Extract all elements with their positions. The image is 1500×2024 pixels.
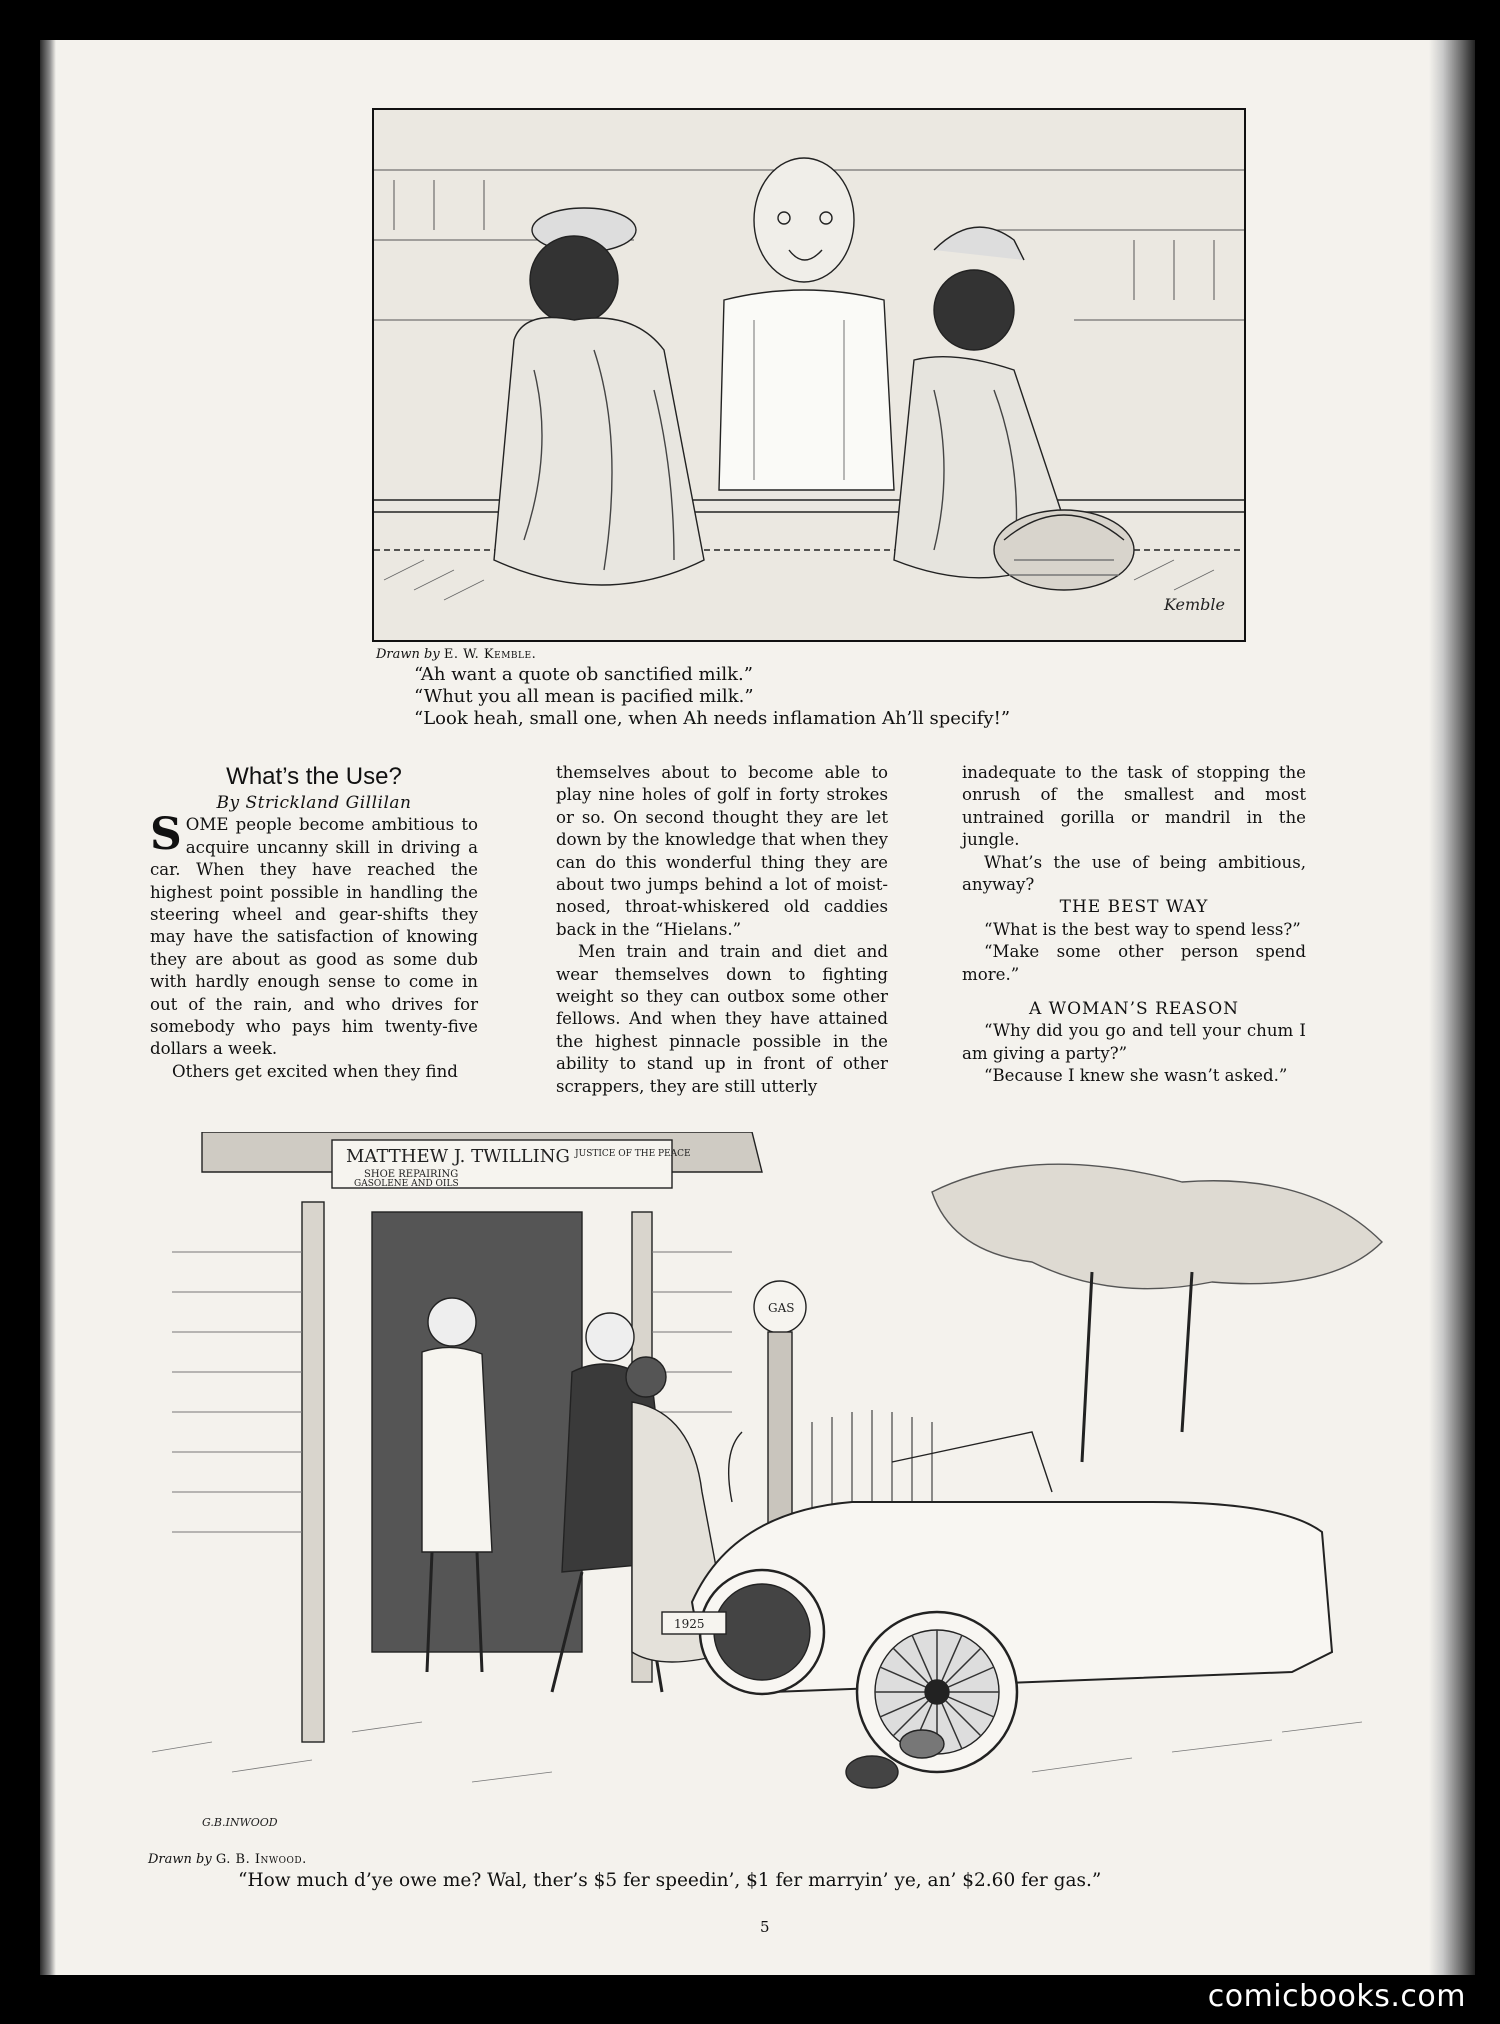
article-paragraph-1 (150, 809, 478, 1060)
credit-prefix: Drawn by (376, 647, 440, 662)
best-way-answer: “Make some other person spend more.” (962, 942, 1306, 984)
womans-reason-heading: A WOMAN’S REASON (1028, 999, 1240, 1020)
drop-cap: S (150, 809, 182, 861)
article-paragraph-2: Others get excited when they find (172, 1061, 458, 1081)
bottom-cartoon-drawing (132, 1132, 1422, 1842)
top-caption-line-1: “Ah want a quote ob sanctified milk.” (414, 664, 753, 685)
top-caption-line-3: “Look heah, small one, when Ah needs inflamation Ah’ll specify!” (414, 708, 1011, 729)
bottom-cartoon-caption: “How much d’ye owe me? Wal, ther’s $5 fer speedin’, $1 fer marryin’ ye, an’ $2.60 fer gas.” (238, 1870, 1102, 1891)
best-way-heading: THE BEST WAY (1059, 897, 1209, 918)
top-cartoon-credit (376, 647, 536, 662)
top-cartoon-drawing (374, 110, 1244, 640)
womans-reason-question: “Why did you go and tell your chum I am giving a party?” (962, 1021, 1306, 1063)
top-cartoon-illustration (372, 108, 1246, 642)
license-plate-text: 1925 (674, 1617, 705, 1631)
sign-subtitle-1: SHOE REPAIRING (364, 1169, 459, 1180)
credit-artist-name-2: G. B. Inwood. (215, 1852, 307, 1867)
bottom-cartoon-illustration (132, 1132, 1422, 1842)
article-paragraph-4: Men train and train and diet and wear themselves down to fighting weight so they can outbox some other fellows. And when they have attained the highest pinnacle possible in the ability to stand up in front of other scrappers, they are still utterly (556, 942, 888, 1096)
article-paragraph-3: themselves about to become able to play nine holes of golf in forty strokes or so. On second thought they are let down by the knowledge that when they can do this wonderful thing they are about two jumps behind a lot of moist-nosed, throat-whiskered old caddies back in the “Hielans.” (556, 763, 888, 939)
article-paragraph-5: inadequate to the task of stopping the onrush of the smallest and most untrained gorilla or mandril in the jungle. (962, 763, 1306, 850)
sign-subtitle-2: GASOLENE AND OILS (354, 1179, 459, 1189)
article-column-1 (150, 762, 478, 1083)
bottom-cartoon-signature: G.B.INWOOD (202, 1816, 278, 1829)
page-number: 5 (760, 1918, 770, 1936)
site-watermark: comicbooks.com (1207, 1979, 1466, 2014)
gas-pump-label: GAS (768, 1301, 795, 1315)
paragraph-1-text: people become ambitious to acquire uncanny skill in driving a car. When they have reached the highest point possible in handling the steering wheel and gear-shifts they may have the satisfaction of knowing they are about as good as some dub with hardly enough sense to come in out of the rain, and who drives for somebody who pays him twenty-five dollars a week. (150, 815, 478, 1059)
womans-reason-answer: “Because I knew she wasn’t asked.” (984, 1066, 1288, 1086)
article-column-3 (962, 762, 1306, 1088)
best-way-question: “What is the best way to spend less?” (984, 919, 1301, 939)
article-paragraph-6: What’s the use of being ambitious, anyway? (962, 852, 1306, 895)
sign-justice-text: JUSTICE OF THE PEACE (575, 1149, 691, 1159)
article-title: What’s the Use? (226, 763, 402, 790)
credit-prefix-2: Drawn by (148, 1852, 212, 1867)
magazine-page (40, 40, 1475, 1975)
book-spine-edge (1429, 40, 1475, 1975)
sign-name-text: MATTHEW J. TWILLING (346, 1146, 570, 1167)
top-caption-line-2: “Whut you all mean is pacified milk.” (414, 686, 754, 707)
article-column-2 (556, 762, 888, 1098)
credit-artist-name: E. W. Kemble. (443, 647, 537, 662)
lead-caps: OME (185, 815, 229, 835)
article-byline: By Strickland Gillilan (216, 793, 412, 813)
bottom-cartoon-credit (148, 1852, 307, 1867)
top-cartoon-signature: Kemble (1164, 595, 1225, 614)
page-gutter (40, 40, 56, 1975)
